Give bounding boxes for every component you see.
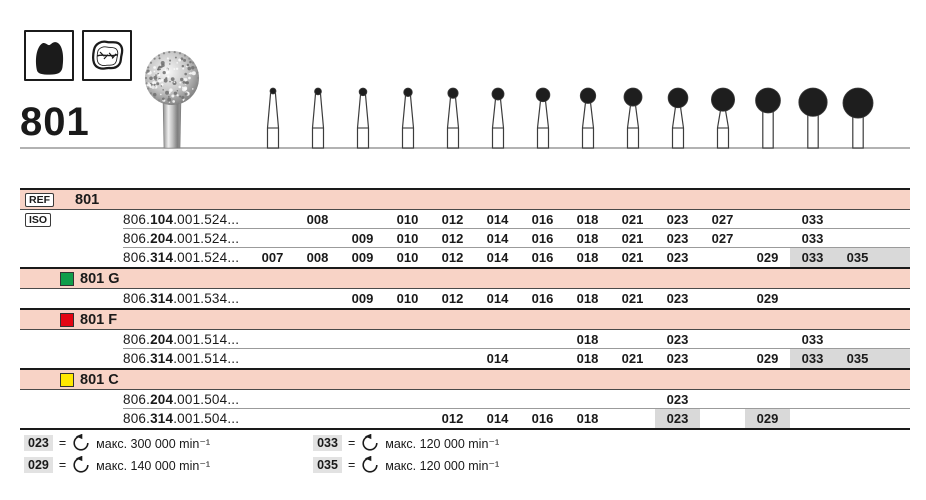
size-cell — [295, 248, 340, 267]
size-cell — [700, 248, 745, 267]
size-value: 010 — [396, 212, 419, 227]
size-cell — [835, 210, 880, 229]
size-value: 035 — [846, 351, 869, 366]
iso-shank-code: 204 — [150, 392, 174, 407]
row-label-cell — [20, 349, 123, 368]
size-cell — [835, 248, 880, 267]
size-value: 012 — [441, 212, 464, 227]
legend-size-key: 023 — [24, 435, 53, 451]
bur-silhouette-018 — [580, 88, 595, 148]
size-value: 023 — [666, 392, 689, 407]
iso-shank-code: 204 — [150, 332, 174, 347]
size-cell — [385, 390, 430, 409]
size-value: 018 — [576, 332, 599, 347]
size-cell — [790, 289, 835, 308]
size-cell — [565, 390, 610, 409]
row-tail — [880, 248, 910, 267]
size-cell — [250, 248, 295, 267]
size-cell — [475, 289, 520, 308]
size-cell — [430, 409, 475, 428]
size-value: 023 — [666, 212, 689, 227]
size-cell — [295, 330, 340, 349]
size-value: 018 — [576, 411, 599, 426]
size-cell — [655, 390, 700, 409]
size-value: 008 — [306, 212, 329, 227]
size-cell — [655, 248, 700, 267]
size-cell — [790, 248, 835, 267]
bur-silhouette-010 — [403, 88, 414, 148]
legend-equals: = — [58, 436, 67, 450]
iso-prefix: 806. — [123, 411, 151, 426]
iso-data-row — [20, 229, 910, 248]
size-cell — [700, 289, 745, 308]
size-value: 010 — [396, 250, 419, 265]
size-value: 029 — [756, 291, 779, 306]
size-cell — [745, 409, 790, 428]
size-value: 016 — [531, 411, 554, 426]
size-cell — [790, 390, 835, 409]
size-value: 021 — [621, 212, 644, 227]
grain-color-square — [60, 313, 74, 327]
iso-data-row — [20, 349, 910, 368]
size-cell — [475, 229, 520, 248]
spec-table — [20, 188, 910, 430]
size-cell — [700, 390, 745, 409]
size-cell — [700, 330, 745, 349]
bur-size-silhouettes — [268, 88, 874, 148]
size-value: 009 — [351, 250, 374, 265]
size-cell — [385, 229, 430, 248]
legend-size-key: 035 — [313, 457, 342, 473]
size-cell — [835, 289, 880, 308]
size-value: 012 — [441, 411, 464, 426]
size-value: 018 — [576, 212, 599, 227]
size-value: 016 — [531, 231, 554, 246]
iso-number — [123, 330, 250, 349]
row-label-cell — [20, 390, 123, 409]
size-value: 010 — [396, 291, 419, 306]
size-cell — [340, 229, 385, 248]
size-value: 016 — [531, 250, 554, 265]
size-cell — [610, 409, 655, 428]
size-cell — [610, 330, 655, 349]
bur-silhouette-023 — [668, 88, 688, 148]
bur-silhouette-007 — [268, 88, 279, 148]
rotation-speed-icon — [361, 434, 379, 452]
size-cell — [385, 330, 430, 349]
size-cell — [745, 210, 790, 229]
bur-silhouette-008 — [313, 88, 324, 148]
row-label-cell — [20, 330, 123, 349]
size-cell — [790, 330, 835, 349]
size-cell — [475, 248, 520, 267]
size-cell — [565, 289, 610, 308]
size-cell — [430, 330, 475, 349]
size-cell — [565, 229, 610, 248]
size-cell — [565, 349, 610, 368]
size-value: 018 — [576, 351, 599, 366]
size-cell — [475, 330, 520, 349]
iso-suffix: .001.504... — [173, 392, 240, 407]
size-cell — [250, 409, 295, 428]
legend-column — [24, 432, 210, 476]
size-cell — [430, 390, 475, 409]
size-cell — [790, 409, 835, 428]
row-label-cell — [20, 248, 123, 267]
size-cell — [475, 390, 520, 409]
iso-suffix: .001.524... — [173, 250, 240, 265]
size-cell — [745, 229, 790, 248]
size-cell — [610, 210, 655, 229]
size-value: 027 — [711, 231, 734, 246]
size-cell — [790, 229, 835, 248]
iso-data-row — [20, 289, 910, 308]
legend-size-key: 033 — [313, 435, 342, 451]
size-value: 023 — [666, 231, 689, 246]
iso-suffix: .001.504... — [173, 411, 240, 426]
size-value: 033 — [801, 231, 824, 246]
size-value: 016 — [531, 212, 554, 227]
row-label-cell — [20, 229, 123, 248]
size-cell — [700, 349, 745, 368]
size-value: 018 — [576, 231, 599, 246]
legend-equals: = — [347, 436, 356, 450]
size-value: 016 — [531, 291, 554, 306]
size-value: 014 — [486, 291, 509, 306]
size-cell — [565, 248, 610, 267]
size-cell — [475, 349, 520, 368]
iso-prefix: 806. — [123, 392, 151, 407]
iso-suffix: .001.514... — [173, 351, 240, 366]
row-tail — [880, 289, 910, 308]
iso-number — [123, 210, 250, 229]
size-cell — [430, 229, 475, 248]
size-cell — [835, 229, 880, 248]
size-cell — [835, 390, 880, 409]
size-cell — [655, 330, 700, 349]
size-cell — [385, 409, 430, 428]
size-value: 023 — [666, 332, 689, 347]
size-cell — [295, 229, 340, 248]
size-cell — [655, 289, 700, 308]
row-label-cell — [20, 289, 123, 308]
size-cell — [565, 409, 610, 428]
size-cell — [520, 349, 565, 368]
size-cell — [430, 289, 475, 308]
size-value: 021 — [621, 291, 644, 306]
iso-suffix: .001.524... — [173, 231, 240, 246]
size-cell — [385, 248, 430, 267]
size-cell — [520, 210, 565, 229]
size-cell — [250, 289, 295, 308]
bur-row-svg — [0, 0, 926, 165]
size-cell — [835, 409, 880, 428]
iso-suffix: .001.514... — [173, 332, 240, 347]
size-cell — [610, 390, 655, 409]
rotation-speed-icon — [72, 456, 90, 474]
legend-equals: = — [58, 458, 67, 472]
size-value: 033 — [801, 250, 824, 265]
series-label: 801 C — [80, 371, 119, 388]
iso-prefix: 806. — [123, 231, 151, 246]
product-photo-bur — [145, 51, 199, 148]
size-cell — [745, 390, 790, 409]
size-value: 029 — [756, 351, 779, 366]
size-cell — [340, 248, 385, 267]
legend-item — [313, 454, 499, 476]
size-cell — [340, 210, 385, 229]
iso-prefix: 806. — [123, 351, 151, 366]
bur-silhouette-029 — [756, 88, 781, 148]
size-cell — [250, 390, 295, 409]
size-cell — [790, 349, 835, 368]
size-cell — [340, 349, 385, 368]
rotation-speed-icon — [361, 456, 379, 474]
size-cell — [835, 330, 880, 349]
bur-silhouette-035 — [843, 88, 873, 148]
size-cell — [655, 349, 700, 368]
ref-value: 801 — [75, 191, 100, 208]
iso-shank-code: 314 — [150, 250, 174, 265]
size-cell — [520, 330, 565, 349]
legend-equals: = — [347, 458, 356, 472]
size-cell — [250, 229, 295, 248]
size-cell — [295, 390, 340, 409]
legend-column — [313, 432, 499, 476]
rotation-speed-icon — [72, 434, 90, 452]
bur-silhouette-021 — [624, 88, 642, 148]
size-cell — [520, 248, 565, 267]
size-value: 021 — [621, 351, 644, 366]
size-value: 014 — [486, 231, 509, 246]
size-cell — [745, 248, 790, 267]
iso-suffix: .001.534... — [173, 291, 240, 306]
size-value: 023 — [666, 250, 689, 265]
iso-data-row — [20, 330, 910, 349]
size-cell — [790, 210, 835, 229]
iso-prefix: 806. — [123, 250, 151, 265]
size-cell — [745, 330, 790, 349]
bur-silhouette-033 — [799, 88, 827, 148]
iso-suffix: .001.524... — [173, 212, 240, 227]
size-cell — [700, 409, 745, 428]
size-value: 035 — [846, 250, 869, 265]
row-tail — [880, 409, 910, 428]
row-tail — [880, 349, 910, 368]
size-value: 009 — [351, 291, 374, 306]
size-value: 014 — [486, 351, 509, 366]
iso-number — [123, 248, 250, 267]
size-value: 014 — [486, 212, 509, 227]
legend-size-key: 029 — [24, 457, 53, 473]
size-cell — [295, 289, 340, 308]
iso-number — [123, 289, 250, 308]
size-value: 033 — [801, 332, 824, 347]
iso-number — [123, 229, 250, 248]
legend-item — [313, 432, 499, 454]
iso-shank-code: 204 — [150, 231, 174, 246]
size-value: 009 — [351, 231, 374, 246]
size-cell — [610, 289, 655, 308]
bur-silhouette-009 — [358, 88, 369, 148]
iso-prefix: 806. — [123, 332, 151, 347]
size-cell — [250, 349, 295, 368]
size-cell — [835, 349, 880, 368]
size-value: 021 — [621, 231, 644, 246]
size-value: 007 — [261, 250, 284, 265]
size-value: 029 — [756, 250, 779, 265]
size-cell — [520, 390, 565, 409]
size-cell — [565, 210, 610, 229]
grain-color-square — [60, 272, 74, 286]
speed-legend — [24, 432, 499, 476]
size-value: 018 — [576, 250, 599, 265]
size-cell — [655, 210, 700, 229]
size-cell — [430, 210, 475, 229]
iso-prefix: 806. — [123, 212, 151, 227]
row-tail — [880, 210, 910, 229]
size-cell — [520, 229, 565, 248]
table-bottom-border — [20, 428, 910, 430]
legend-speed-text: макс. 300 000 min⁻¹ — [96, 436, 211, 451]
size-cell — [385, 349, 430, 368]
size-value: 018 — [576, 291, 599, 306]
iso-data-row — [20, 248, 910, 267]
size-cell — [610, 248, 655, 267]
size-value: 027 — [711, 212, 734, 227]
size-cell — [610, 229, 655, 248]
size-cell — [700, 229, 745, 248]
size-cell — [655, 229, 700, 248]
legend-speed-text: макс. 120 000 min⁻¹ — [385, 458, 500, 473]
series-label: 801 F — [80, 311, 118, 328]
size-cell — [430, 349, 475, 368]
size-cell — [475, 409, 520, 428]
iso-number — [123, 409, 250, 428]
size-value: 033 — [801, 212, 824, 227]
size-cell — [700, 210, 745, 229]
row-label-cell — [20, 409, 123, 428]
size-value: 023 — [666, 411, 689, 426]
size-cell — [475, 210, 520, 229]
bur-silhouette-027 — [711, 88, 734, 148]
iso-shank-code: 314 — [150, 411, 174, 426]
size-value: 023 — [666, 351, 689, 366]
size-cell — [250, 210, 295, 229]
row-tail — [880, 330, 910, 349]
size-cell — [250, 330, 295, 349]
series-label: 801 G — [80, 270, 120, 287]
size-value: 021 — [621, 250, 644, 265]
ref-header-row — [20, 190, 910, 209]
bur-silhouette-016 — [536, 88, 550, 148]
iso-number — [123, 390, 250, 409]
ref-tag: REF — [25, 193, 54, 207]
size-value: 014 — [486, 250, 509, 265]
legend-speed-text: макс. 140 000 min⁻¹ — [96, 458, 211, 473]
size-cell — [340, 289, 385, 308]
iso-shank-code: 104 — [150, 212, 174, 227]
iso-number — [123, 349, 250, 368]
iso-shank-code: 314 — [150, 351, 174, 366]
size-cell — [295, 409, 340, 428]
row-tail — [880, 390, 910, 409]
iso-tag: ISO — [25, 213, 51, 227]
bur-silhouette-014 — [492, 88, 504, 148]
legend-item — [24, 432, 210, 454]
size-value: 029 — [756, 411, 779, 426]
size-value: 012 — [441, 250, 464, 265]
series-header-row-801-f — [20, 310, 910, 329]
size-cell — [340, 409, 385, 428]
size-value: 010 — [396, 231, 419, 246]
size-value: 014 — [486, 411, 509, 426]
size-cell — [340, 330, 385, 349]
size-cell — [655, 409, 700, 428]
size-value: 023 — [666, 291, 689, 306]
size-cell — [565, 330, 610, 349]
iso-shank-code: 314 — [150, 291, 174, 306]
size-cell — [430, 248, 475, 267]
iso-data-row — [20, 390, 910, 409]
size-value: 012 — [441, 291, 464, 306]
row-label-cell — [20, 210, 123, 229]
series-header-row-801-c — [20, 370, 910, 389]
size-cell — [385, 210, 430, 229]
series-header-row-801-g — [20, 269, 910, 288]
iso-data-row — [20, 210, 910, 229]
grain-color-square — [60, 373, 74, 387]
size-cell — [520, 289, 565, 308]
size-cell — [745, 289, 790, 308]
size-cell — [520, 409, 565, 428]
legend-item — [24, 454, 210, 476]
size-cell — [745, 349, 790, 368]
product-number: 801 — [20, 100, 90, 144]
size-cell — [340, 390, 385, 409]
size-cell — [295, 349, 340, 368]
iso-prefix: 806. — [123, 291, 151, 306]
size-cell — [610, 349, 655, 368]
size-cell — [385, 289, 430, 308]
size-value: 012 — [441, 231, 464, 246]
size-value: 008 — [306, 250, 329, 265]
iso-data-row — [20, 409, 910, 428]
bur-silhouette-012 — [448, 88, 459, 148]
size-cell — [295, 210, 340, 229]
legend-speed-text: макс. 120 000 min⁻¹ — [385, 436, 500, 451]
row-tail — [880, 229, 910, 248]
size-value: 033 — [801, 351, 824, 366]
